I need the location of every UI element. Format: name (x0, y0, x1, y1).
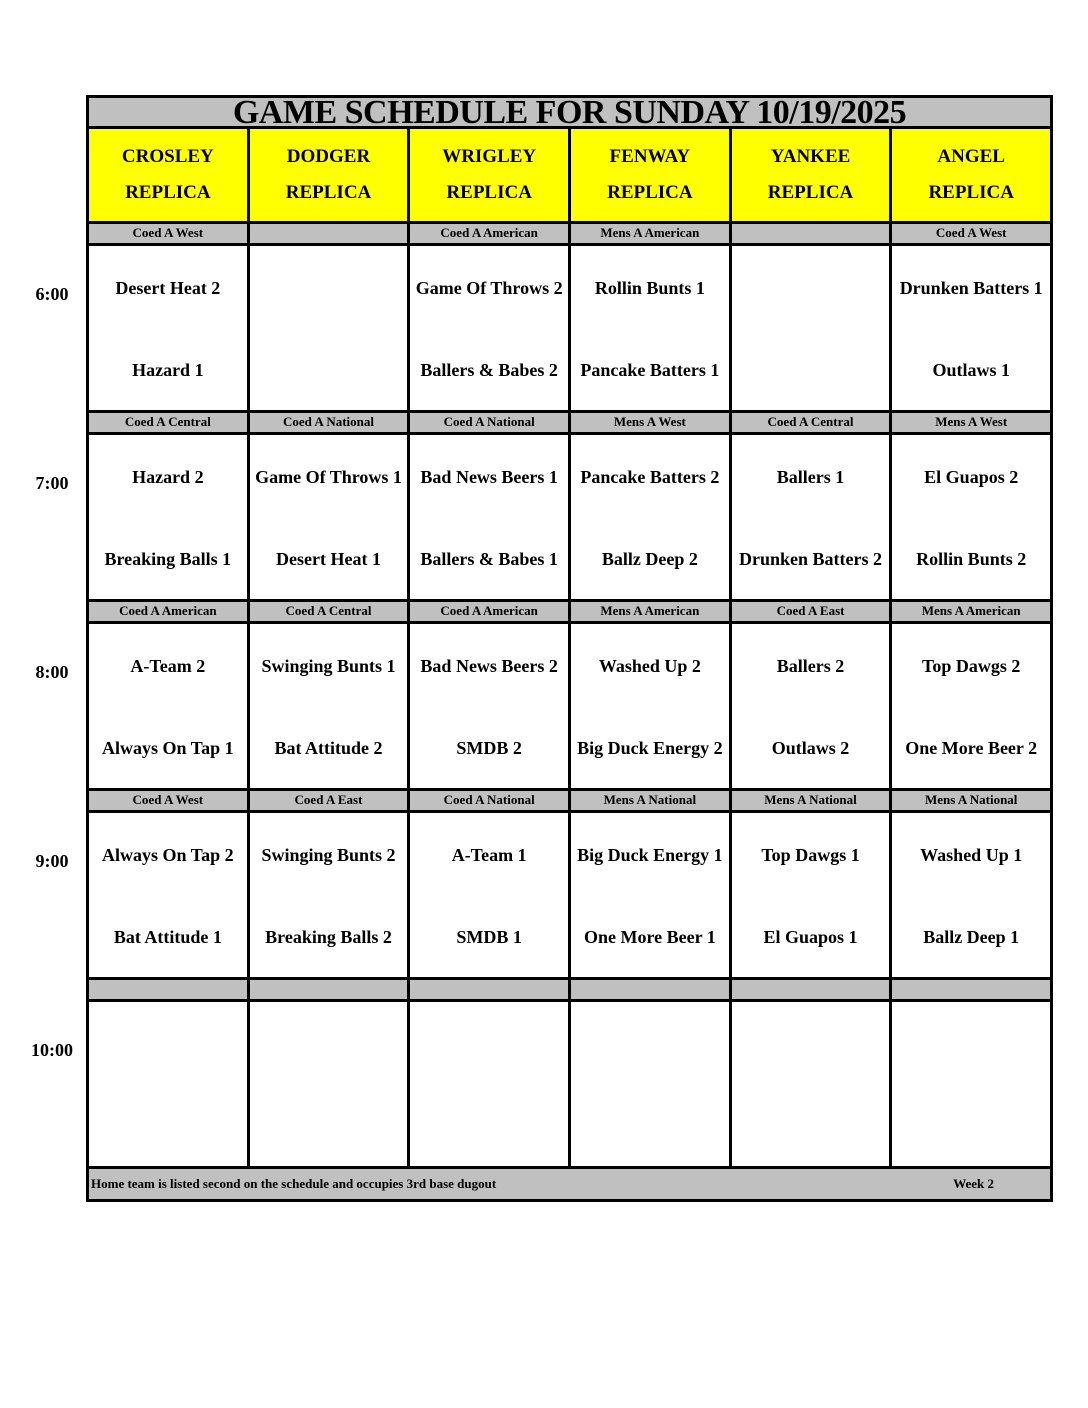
away-team: Top Dawgs 1 (761, 845, 860, 865)
division-label: Mens A American (892, 602, 1053, 624)
page-title: GAME SCHEDULE FOR SUNDAY 10/19/2025 (86, 95, 1053, 129)
field-subtitle: REPLICA (125, 182, 211, 203)
game-cell (250, 246, 411, 413)
division-label (571, 980, 732, 1002)
field-header (732, 129, 893, 224)
division-row (86, 602, 1053, 624)
field-name: YANKEE (770, 146, 851, 167)
away-team: Drunken Batters 1 (899, 278, 1043, 298)
division-label: Mens A National (571, 791, 732, 813)
division-label: Mens A West (571, 413, 732, 435)
division-label (410, 980, 571, 1002)
away-team: Ballers 2 (776, 656, 845, 676)
away-team: Hazard 2 (132, 467, 204, 487)
game-cell (892, 1002, 1053, 1169)
away-team: A-Team 2 (130, 656, 206, 676)
game-cell (732, 246, 893, 413)
division-label: Mens A West (892, 413, 1053, 435)
division-label: Coed A American (86, 602, 250, 624)
division-label: Coed A Central (250, 602, 411, 624)
game-cell (892, 813, 1053, 980)
home-team: Ballers & Babes 2 (420, 360, 558, 380)
game-cell (571, 813, 732, 980)
away-team: El Guapos 2 (924, 467, 1019, 487)
division-label (732, 980, 893, 1002)
away-team: Rollin Bunts 1 (594, 278, 705, 298)
home-team: Ballz Deep 1 (923, 927, 1020, 947)
game-cell (410, 813, 571, 980)
division-label (250, 224, 411, 246)
game-cell (571, 435, 732, 602)
division-label: Mens A American (571, 224, 732, 246)
home-team: El Guapos 1 (763, 927, 858, 947)
footer-row (86, 1169, 1053, 1202)
field-header (250, 129, 411, 224)
footer-note: Home team is listed second on the schedule and occupies 3rd base dugout (91, 1176, 497, 1191)
home-team: Breaking Balls 2 (265, 927, 392, 947)
away-team: Game Of Throws 1 (255, 467, 402, 487)
home-team: Drunken Batters 2 (739, 549, 883, 569)
field-header (892, 129, 1053, 224)
game-cell (250, 624, 411, 791)
field-subtitle: REPLICA (767, 182, 854, 203)
home-team: One More Beer 2 (905, 738, 1038, 758)
game-cell (410, 435, 571, 602)
division-label: Coed A National (410, 791, 571, 813)
home-team: Bat Attitude 1 (113, 927, 222, 947)
game-cell (892, 435, 1053, 602)
home-team: Ballz Deep 2 (601, 549, 698, 569)
time-label: 9:00 (35, 851, 69, 871)
home-team: Hazard 1 (132, 360, 204, 380)
away-team: Top Dawgs 2 (922, 656, 1021, 676)
game-cell (86, 624, 250, 791)
home-team: Rollin Bunts 2 (916, 549, 1027, 569)
home-team: SMDB 2 (456, 738, 522, 758)
time-label: 6:00 (35, 284, 69, 304)
away-team: Swinging Bunts 2 (261, 845, 396, 865)
division-label: Coed A National (410, 413, 571, 435)
division-row (86, 980, 1053, 1002)
game-row (86, 813, 1053, 980)
away-team: Swinging Bunts 1 (261, 656, 396, 676)
division-label: Coed A East (250, 791, 411, 813)
away-team: Washed Up 2 (598, 656, 701, 676)
game-row (86, 435, 1053, 602)
division-row (86, 413, 1053, 435)
week-label: Week 2 (953, 1176, 994, 1191)
game-row (86, 624, 1053, 791)
field-subtitle: REPLICA (607, 182, 693, 203)
division-label: Coed A Central (86, 413, 250, 435)
game-cell (571, 624, 732, 791)
game-cell (410, 246, 571, 413)
home-team: Breaking Balls 1 (104, 549, 232, 569)
away-team: A-Team 1 (451, 845, 527, 865)
division-row (86, 791, 1053, 813)
division-label: Mens A American (571, 602, 732, 624)
field-header-row (86, 129, 1053, 224)
division-label: Coed A East (732, 602, 893, 624)
game-cell (732, 435, 893, 602)
division-label: Coed A National (250, 413, 411, 435)
game-cell (732, 1002, 893, 1169)
game-cell (86, 813, 250, 980)
away-team: Always On Tap 2 (102, 845, 234, 865)
division-label (892, 980, 1053, 1002)
division-label: Coed A West (86, 791, 250, 813)
home-team: SMDB 1 (456, 927, 522, 947)
away-team: Pancake Batters 2 (580, 467, 720, 487)
game-cell (732, 624, 893, 791)
away-team: Game Of Throws 2 (415, 278, 563, 298)
division-label: Coed A American (410, 602, 571, 624)
game-cell (250, 1002, 411, 1169)
game-row (86, 1002, 1053, 1169)
away-team: Big Duck Energy 1 (577, 845, 723, 865)
game-cell (86, 1002, 250, 1169)
away-team: Washed Up 1 (920, 845, 1023, 865)
division-row (86, 224, 1053, 246)
home-team: Bat Attitude 2 (274, 738, 383, 758)
game-cell (892, 624, 1053, 791)
division-label (86, 980, 250, 1002)
division-label: Coed A Central (732, 413, 893, 435)
game-cell (86, 246, 250, 413)
field-header (86, 129, 250, 224)
time-label: 10:00 (31, 1040, 73, 1060)
home-team: Ballers & Babes 1 (420, 549, 558, 569)
away-team: Bad News Beers 2 (420, 656, 558, 676)
field-name: CROSLEY (121, 146, 214, 167)
home-team: Outlaws 1 (932, 360, 1010, 380)
game-cell (571, 1002, 732, 1169)
home-team: Pancake Batters 1 (580, 360, 720, 380)
time-label: 8:00 (35, 662, 69, 682)
game-cell (250, 813, 411, 980)
field-name: WRIGLEY (442, 146, 537, 167)
field-subtitle: REPLICA (446, 182, 532, 203)
division-label: Mens A National (732, 791, 893, 813)
home-team: Always On Tap 1 (102, 738, 234, 758)
away-team: Ballers 1 (776, 467, 845, 487)
division-label: Mens A National (892, 791, 1053, 813)
field-subtitle: REPLICA (285, 182, 372, 203)
division-label: Coed A West (892, 224, 1053, 246)
field-header (410, 129, 571, 224)
time-slots (86, 224, 1053, 1169)
field-name: FENWAY (609, 146, 691, 167)
division-label (732, 224, 893, 246)
field-subtitle: REPLICA (928, 182, 1014, 203)
home-team: Outlaws 2 (771, 738, 850, 758)
division-label: Coed A West (86, 224, 250, 246)
schedule-table (86, 95, 1053, 1202)
field-header (571, 129, 732, 224)
game-cell (571, 246, 732, 413)
game-cell (86, 435, 250, 602)
home-team: Big Duck Energy 2 (577, 738, 723, 758)
home-team: One More Beer 1 (583, 927, 716, 947)
game-cell (410, 1002, 571, 1169)
division-label (250, 980, 411, 1002)
time-label: 7:00 (35, 473, 69, 493)
away-team: Desert Heat 2 (115, 278, 221, 298)
division-label: Coed A American (410, 224, 571, 246)
game-cell (732, 813, 893, 980)
game-cell (892, 246, 1053, 413)
game-row (86, 246, 1053, 413)
field-name: DODGER (286, 146, 371, 167)
field-name: ANGEL (937, 146, 1005, 167)
away-team: Bad News Beers 1 (420, 467, 558, 487)
game-cell (410, 624, 571, 791)
game-cell (250, 435, 411, 602)
home-team: Desert Heat 1 (276, 549, 381, 569)
